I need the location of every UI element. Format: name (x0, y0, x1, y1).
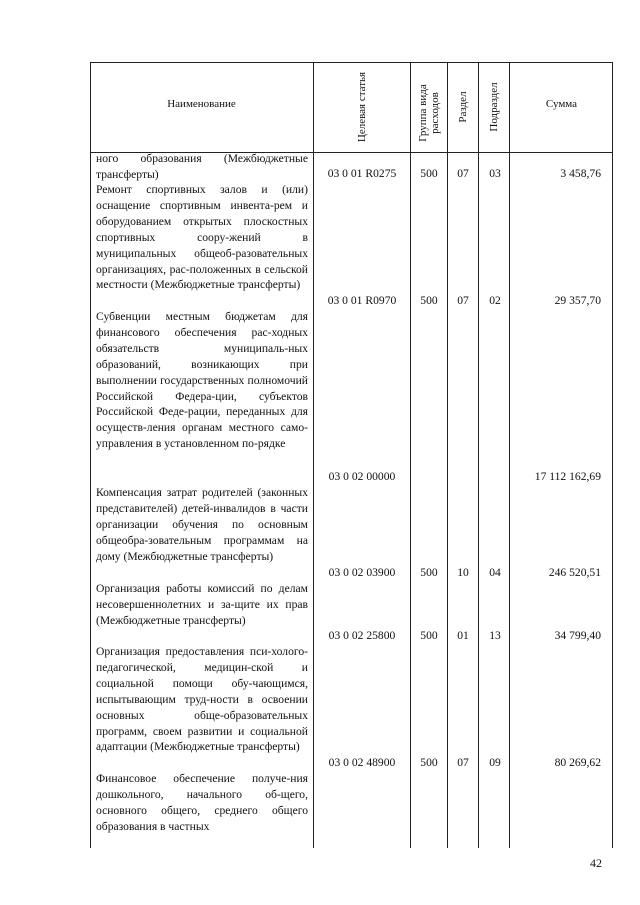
row-name: Субвенции местным бюджетам для финансового обеспечения рас-ходных обязательств муниципаль-ных образований, возникающих при выполнении государственных полномочий Российской Федера-ции, субъектов Российской Феде-рации, переданных для осуществ-ления органам местного само-управления в установленном по-рядке (96, 310, 308, 451)
row-name: ного образования (Межбюджетные трансферты) (96, 152, 308, 181)
row-code: 03 0 02 00000 (328, 470, 396, 483)
row-section: 10 (457, 566, 469, 579)
row-name: Организация работы комиссий по делам несовершеннолетних и за-щите их прав (Межбюджетные трансферты) (96, 582, 308, 627)
row-name: Организация предоставления пси-холого-педагогической, медицин-ской и социальной помощи обу-чающимся, испытывающим труд-ности в освоении основных обще-образовательных программ, своем развитии и социальной адаптации (Межбюджетные трансферты) (96, 645, 308, 754)
row-code: 03 0 01 R0275 (327, 167, 397, 180)
page-number: 42 (590, 856, 602, 870)
row-sum: 29 357,70 (554, 294, 601, 307)
row-subsection: 03 (489, 167, 501, 180)
header-sum: Сумма (545, 98, 578, 110)
row-code: 03 0 02 48900 (328, 756, 396, 769)
header-expense-group: Группа вида расходов (417, 84, 441, 142)
row-group: 500 (420, 294, 438, 307)
row-code: 03 0 02 03900 (328, 566, 396, 579)
row-code: 03 0 02 25800 (328, 629, 396, 642)
row-name: Финансовое обеспечение получе-ния дошкольного, начального об-щего, основного общего, среднего общего образования в частных (96, 772, 308, 833)
row-subsection: 02 (489, 294, 501, 307)
row-subsection: 09 (489, 756, 501, 769)
row-sum: 34 799,40 (554, 629, 601, 642)
row-section: 07 (457, 167, 469, 180)
row-group: 500 (420, 756, 438, 769)
row-sum: 3 458,76 (560, 167, 601, 180)
budget-table (90, 62, 613, 848)
row-group: 500 (420, 566, 438, 579)
row-sum: 17 112 162,69 (534, 470, 601, 483)
header-target-article: Целевая статья (356, 71, 368, 143)
row-group: 500 (420, 629, 438, 642)
row-section: 07 (457, 294, 469, 307)
row-sum: 246 520,51 (548, 566, 601, 579)
row-subsection: 13 (489, 629, 501, 642)
row-name: Компенсация затрат родителей (законных представителей) детей-инвалидов в части организации обучения по основным общеобра-зовательным программам на дому (Межбюджетные трансферты) (96, 486, 308, 563)
row-sum: 80 269,62 (554, 756, 601, 769)
header-name: Наименование (167, 98, 236, 110)
row-section: 07 (457, 756, 469, 769)
header-subsection: Подраздел (488, 82, 500, 132)
row-code: 03 0 01 R0970 (327, 294, 397, 307)
header-section: Раздел (457, 91, 469, 123)
row-name: Ремонт спортивных залов и (или) оснащение спортивным инвента-рем и оборудованием открытых плоскостных спортивных соору-жений в муниципальных общеоб-разовательных организациях, рас-положенных в сельской местности (Межбюджетные трансферты) (96, 183, 308, 292)
row-group: 500 (420, 167, 438, 180)
row-section: 01 (457, 629, 469, 642)
row-subsection: 04 (489, 566, 501, 579)
